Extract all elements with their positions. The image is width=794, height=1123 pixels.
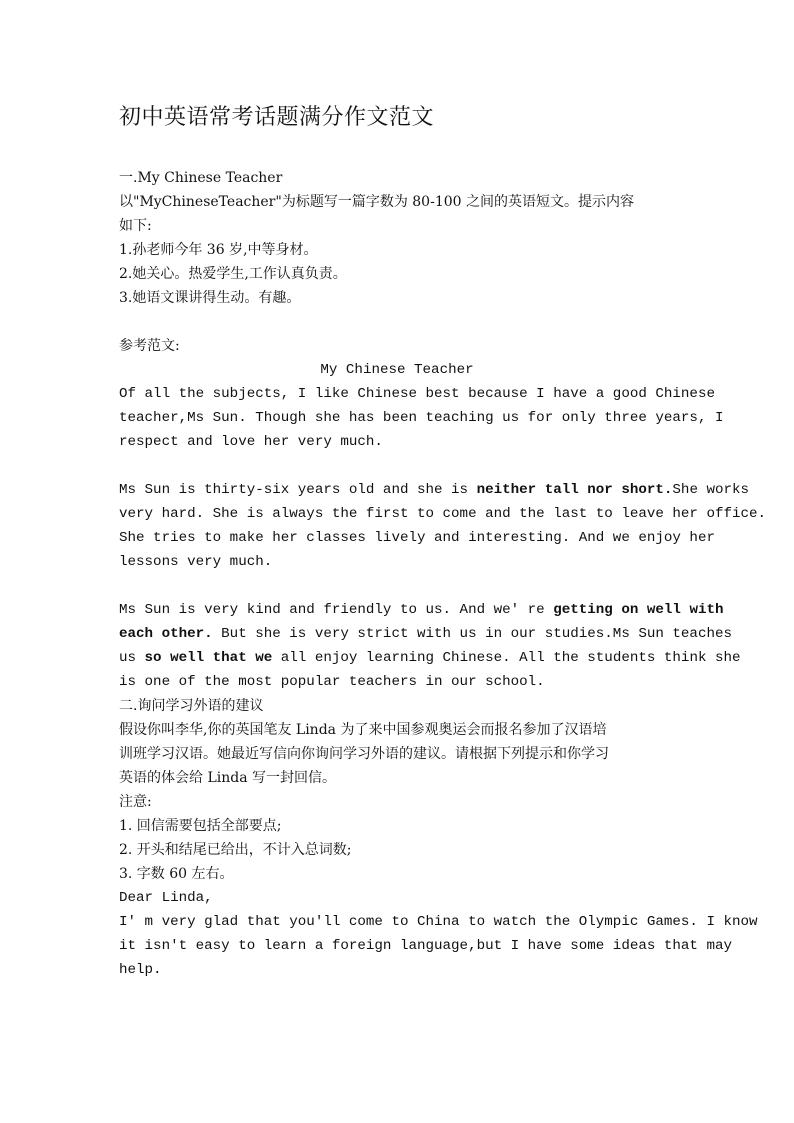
section1-point-3: 3.她语文课讲得生动。有趣。	[119, 290, 301, 306]
letter-salutation: Dear Linda,	[119, 890, 213, 906]
essay-bold-phrase: so well that we	[144, 650, 273, 666]
section1-prompt-cont: 如下:	[119, 218, 152, 234]
section1-point-2: 2.她关心。热爱学生,工作认真负责。	[119, 266, 347, 282]
section2-prompt: 英语的体会给 Linda 写一封回信。	[119, 770, 336, 786]
letter-line: I' m very glad that you'll come to China to watch the Olympic Games. I know	[119, 914, 758, 930]
reference-label: 参考范文:	[119, 338, 180, 354]
essay-text: But she is very strict with us in our studies.Ms Sun teaches	[212, 626, 733, 642]
section1-prompt: 以"MyChineseTeacher"为标题写一篇字数为 80-100 之间的英语短文。提示内容	[119, 194, 634, 210]
essay-p1-line: Of all the subjects, I like Chinese best because I have a good Chinese	[119, 386, 715, 402]
essay-p2-line	[119, 480, 749, 500]
essay-bold-phrase: each other.	[119, 626, 213, 642]
essay-p2-line: very hard. She is always the first to come and the last to leave her office.	[119, 506, 767, 522]
essay-p2-line: lessons very much.	[119, 554, 273, 570]
essay-text: all enjoy learning Chinese. All the students think she	[272, 650, 741, 666]
essay-p3-line	[119, 624, 732, 644]
letter-line: help.	[119, 962, 162, 978]
essay-text: Ms Sun is very kind and friendly to us. And we' re	[119, 602, 554, 618]
essay-p3-line	[119, 600, 724, 620]
essay-text: us	[119, 650, 145, 666]
essay-title: My Chinese Teacher	[320, 362, 474, 378]
section1-point-1: 1.孙老师今年 36 岁,中等身材。	[119, 242, 318, 258]
note-item: 1. 回信需要包括全部要点;	[119, 818, 282, 834]
essay-bold-phrase: getting on well with	[553, 602, 724, 618]
document-title: 初中英语常考话题满分作文范文	[119, 105, 435, 130]
note-item: 2. 开头和结尾已给出，不计入总词数;	[119, 842, 352, 858]
section2-prompt: 假设你叫李华,你的英国笔友 Linda 为了来中国参观奥运会而报名参加了汉语培	[119, 722, 607, 738]
essay-text: Ms Sun is thirty-six years old and she is	[119, 482, 477, 498]
essay-text: She works	[672, 482, 750, 498]
essay-p2-line: She tries to make her classes lively and interesting. And we enjoy her	[119, 530, 715, 546]
essay-p1-line: respect and love her very much.	[119, 434, 383, 450]
section2-prompt: 训班学习汉语。她最近写信向你询问学习外语的建议。请根据下列提示和你学习	[119, 746, 609, 762]
essay-p3-line: is one of the most popular teachers in our school.	[119, 674, 545, 690]
essay-p1-line: teacher,Ms Sun. Though she has been teaching us for only three years, I	[119, 410, 724, 426]
note-label: 注意:	[119, 794, 152, 810]
essay-bold-phrase: neither tall nor short.	[476, 482, 673, 498]
section2-heading: 二.询问学习外语的建议	[119, 698, 264, 714]
section1-heading: 一.My Chinese Teacher	[119, 170, 283, 186]
note-item: 3. 字数 60 左右。	[119, 866, 234, 882]
letter-line: it isn't easy to learn a foreign language,but I have some ideas that may	[119, 938, 732, 954]
essay-p3-line	[119, 648, 741, 668]
